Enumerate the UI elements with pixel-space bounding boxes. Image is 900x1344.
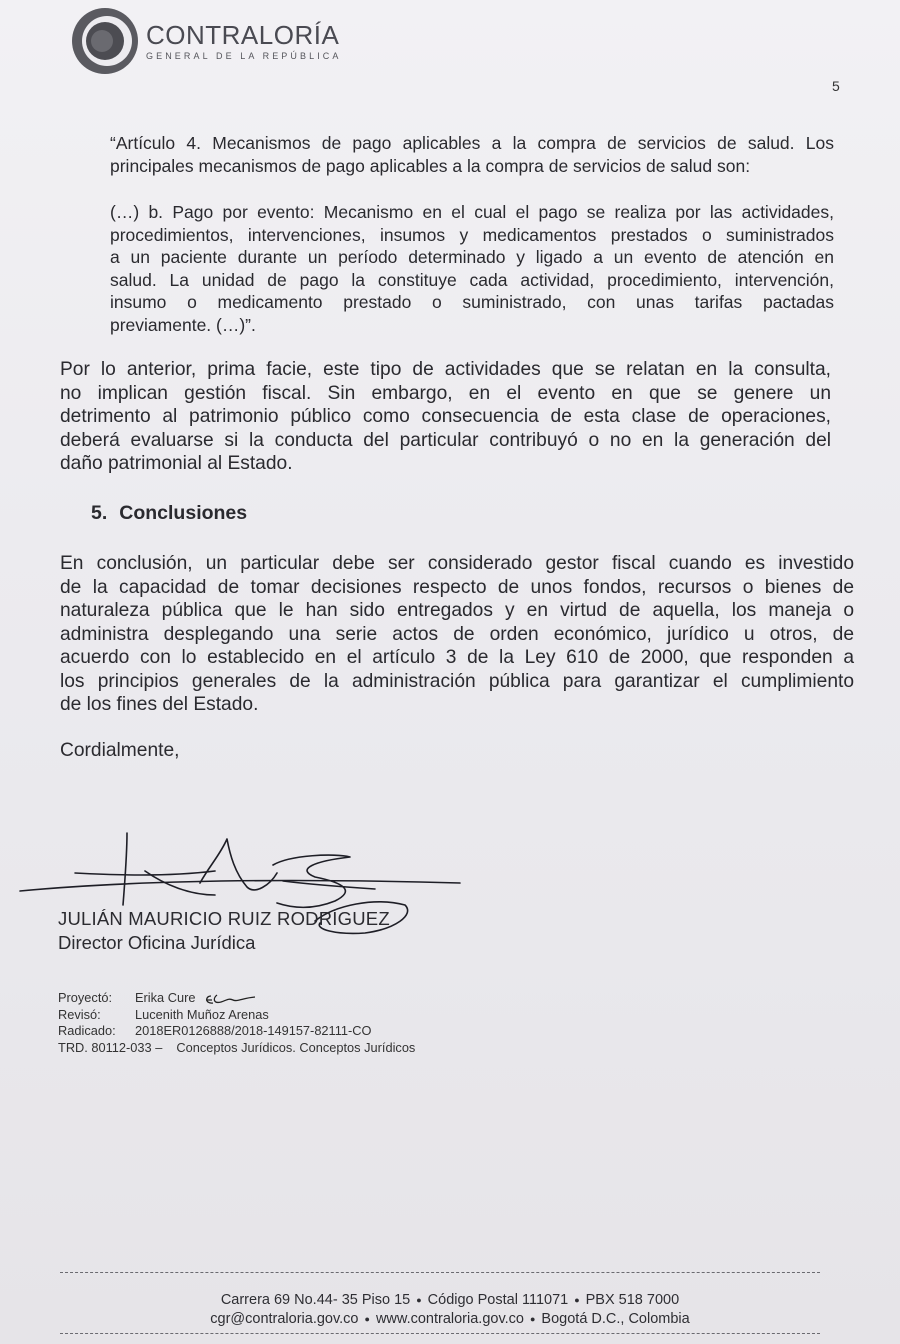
meta-row-trd — [58, 1040, 415, 1057]
conclusion-line: de la capacidad de tomar decisiones respecto de unos fondos, recursos o bienes de — [60, 576, 854, 598]
meta-value: Conceptos Jurídicos. Conceptos Jurídicos — [176, 1039, 416, 1055]
footer-line-1 — [0, 1292, 900, 1308]
quote-item-line: a un paciente durante un período determinado y ligado a un evento de atención en — [110, 247, 834, 267]
conclusion-line: naturaleza pública que le han sido entregados y en virtud de aquella, los maneja o — [60, 600, 854, 621]
meta-label: Radicado: — [58, 1023, 116, 1038]
quote-item-line: previamente. (…)”. — [110, 314, 256, 335]
conclusion-line: de los fines del Estado. — [60, 694, 259, 715]
signer-title: Director Oficina Jurídica — [58, 932, 256, 953]
meta-value: Erika Cure — [135, 990, 196, 1005]
document-metadata — [58, 990, 415, 1056]
conclusion-line: acuerdo con lo establecido en el artículo 3 de la Ley 610 de 2000, que responden a — [60, 647, 854, 668]
quote-item-b — [110, 201, 834, 336]
bullet-icon: ● — [574, 1295, 580, 1306]
logo-wordmark — [146, 22, 342, 61]
analysis-paragraph — [60, 358, 831, 476]
closing-salutation: Cordialmente, — [60, 740, 180, 761]
section-title: Conclusiones — [119, 502, 248, 524]
footer-postal: Código Postal 111071 — [427, 1292, 569, 1308]
footer-city: Bogotá D.C., Colombia — [541, 1311, 690, 1327]
analysis-line: daño patrimonial al Estado. — [60, 453, 293, 474]
meta-label: Proyectó: — [58, 990, 113, 1005]
analysis-line: deberá evaluarse si la conducta del particular contribuyó o no en la generación del — [60, 429, 831, 451]
footer-top-rule — [60, 1272, 820, 1273]
bullet-icon: ● — [364, 1314, 370, 1325]
bullet-icon: ● — [529, 1314, 536, 1325]
meta-row-proyecto — [58, 990, 415, 1007]
quote-intro-line: principales mecanismos de pago aplicables a la compra de servicios de salud son: — [110, 155, 751, 176]
contraloria-logo-icon — [70, 6, 140, 76]
quote-intro-line: “Artículo 4. Mecanismos de pago aplicables a la compra de servicios de salud. Los — [110, 133, 834, 153]
page-number: 5 — [832, 78, 840, 94]
quote-item-line: insumo o medicamento prestado o suministrado, con unas tarifas pactadas — [110, 292, 834, 312]
analysis-line: Por lo anterior, prima facie, este tipo de actividades que se relatan en la consulta, — [60, 359, 831, 380]
section-heading — [91, 502, 247, 525]
meta-row-reviso — [58, 1007, 415, 1024]
quote-item-line: procedimientos, intervenciones, insumos y medicamentos prestados o suministrados — [110, 224, 834, 245]
meta-label: TRD. 80112-033 – — [58, 1039, 163, 1055]
conclusion-paragraph — [60, 552, 854, 717]
footer-line-2 — [0, 1311, 900, 1327]
bullet-icon: ● — [416, 1295, 422, 1306]
quote-item-line: salud. La unidad de pago la constituye cada actividad, procedimiento, intervención, — [110, 269, 834, 290]
footer-web: www.contraloria.gov.co — [375, 1311, 524, 1327]
footer-email: cgr@contraloria.gov.co — [210, 1311, 359, 1327]
conclusion-line: En conclusión, un particular debe ser considerado gestor fiscal cuando es investido — [60, 553, 854, 574]
analysis-line: no implican gestión fiscal. Sin embargo, en el evento en que se genere un — [60, 382, 831, 404]
initials-signature — [203, 992, 263, 1006]
logo-subtitle: GENERAL DE LA REPÚBLICA — [146, 51, 342, 61]
logo-name: CONTRALORÍA — [146, 20, 340, 50]
footer-bottom-rule — [60, 1333, 820, 1334]
signer-name: JULIÁN MAURICIO RUIZ RODRÍGUEZ — [58, 908, 390, 929]
conclusion-line: los principios generales de la administración pública para garantizar el cumplimiento — [60, 670, 854, 692]
conclusion-line: administra desplegando una serie actos de orden económico, jurídico u otros, de — [60, 623, 854, 645]
quote-item-line: (…) b. Pago por evento: Mecanismo en el cual el pago se realiza por las actividades, — [110, 202, 834, 222]
quote-intro — [110, 132, 834, 177]
footer-address: Carrera 69 No.44- 35 Piso 15 — [220, 1292, 411, 1308]
analysis-line: detrimento al patrimonio público como consecuencia de esta clase de operaciones, — [60, 406, 831, 427]
meta-value: 2018ER0126888/2018-149157-82111-CO — [135, 1023, 372, 1038]
section-number: 5. — [91, 502, 108, 524]
meta-label: Revisó: — [58, 1006, 101, 1022]
meta-value: Lucenith Muñoz Arenas — [135, 1006, 269, 1022]
meta-row-radicado — [58, 1023, 415, 1040]
footer-pbx: PBX 518 7000 — [585, 1292, 680, 1308]
